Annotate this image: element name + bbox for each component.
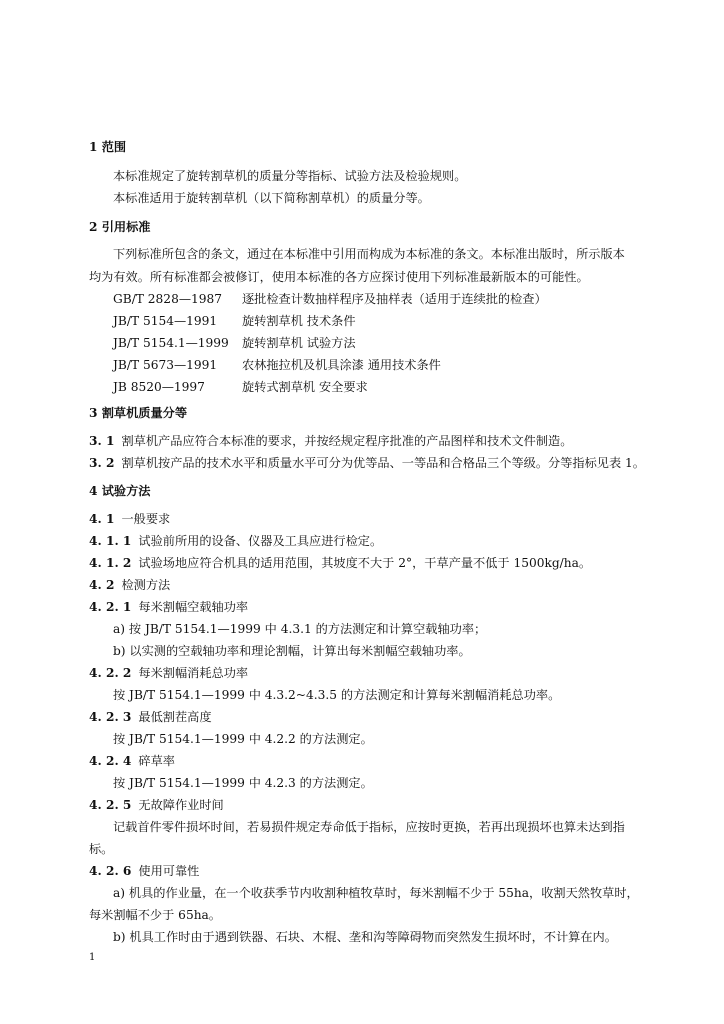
clause-number: 4. 2. 5 [89,798,132,812]
clause-text: 割草机按产品的技术水平和质量水平可分为优等品、一等品和合格品三个等级。分等指标见表 1。 [121,456,645,470]
clause-3-1 [89,433,572,449]
clause-text: 检测方法 [121,578,171,592]
clause-number: 4. 1. 2 [89,556,132,570]
clause-4-2-3 [89,709,212,725]
clause-text: 试验前所用的设备、仪器及工具应进行检定。 [138,534,383,548]
reference-code: JB/T 5154.1—1999 [113,336,229,350]
reference-code: GB/T 2828—1987 [113,292,223,306]
clause-text: 试验场地应符合机具的适用范围，其坡度不大于 2°，干草产量不低于 1500kg/ha。 [138,556,592,570]
clause-text: 最低割茬高度 [138,710,212,724]
reference-code: JB 8520—1997 [113,380,205,394]
list-item-b: b) 以实测的空载轴功率和理论割幅，计算出每米割幅空载轴功率。 [113,644,471,658]
clause-4-2-6-item-a-line-2: 每米割幅不少于 65ha。 [89,908,221,922]
clause-4-2-5-body-line-1: 记载首件零件损坏时间，若易损件规定寿命低于指标，应按时更换，若再出现损坏也算未达到指 [113,820,625,834]
reference-title: 逐批检查计数抽样程序及抽样表（适用于连续批的检查） [242,292,547,306]
section-2-paragraph-line-2: 均为有效。所有标准都会被修订，使用本标准的各方应探讨使用下列标准最新版本的可能性。 [89,270,589,284]
reference-title: 旋转割草机 试验方法 [242,336,356,350]
clause-text: 每米割幅空载轴功率 [138,600,249,614]
clause-number: 4. 1 [89,512,115,526]
clause-4-2-2 [89,665,248,681]
reference-title: 旋转式割草机 安全要求 [242,380,368,394]
section-2-heading: 2 引用标准 [89,220,151,234]
clause-number: 4. 2. 6 [89,864,132,878]
clause-4-2-5-body-line-2: 标。 [89,842,114,856]
reference-code: JB/T 5154—1991 [113,314,218,328]
clause-3-2 [89,455,645,471]
section-3-heading: 3 割草机质量分等 [89,406,188,420]
clause-text: 无故障作业时间 [138,798,224,812]
clause-number: 3. 1 [89,434,115,448]
clause-4-2-6-item-b: b) 机具工作时由于遇到铁器、石块、木棍、垄和沟等障碍物而突然发生损坏时，不计算在内。 [113,930,617,944]
clause-4-2-6 [89,863,199,879]
clause-text: 使用可靠性 [138,864,200,878]
clause-4-1-1 [89,533,382,549]
clause-4-2-4-body: 按 JB/T 5154.1—1999 中 4.2.3 的方法测定。 [113,776,373,790]
clause-4-2-1 [89,599,248,615]
section-4-heading: 4 试验方法 [89,484,151,498]
clause-4-2-4 [89,753,175,769]
page-number: 1 [89,952,96,963]
clause-4-1 [89,511,170,527]
section-1-paragraph-1: 本标准规定了旋转割草机的质量分等指标、试验方法及检验规则。 [113,169,467,183]
clause-number: 4. 1. 1 [89,534,132,548]
clause-4-2 [89,577,170,593]
clause-number: 4. 2. 4 [89,754,132,768]
clause-text: 割草机产品应符合本标准的要求，并按经规定程序批准的产品图样和技术文件制造。 [121,434,573,448]
clause-4-2-6-item-a-line-1: a) 机具的作业量，在一个收获季节内收割种植牧草时，每米割幅不少于 55ha，收割天然牧草时， [113,886,639,900]
clause-number: 3. 2 [89,456,115,470]
clause-4-1-2 [89,555,591,571]
clause-text: 每米割幅消耗总功率 [138,666,249,680]
clause-4-2-3-body: 按 JB/T 5154.1—1999 中 4.2.2 的方法测定。 [113,732,373,746]
clause-text: 一般要求 [121,512,171,526]
reference-title: 农林拖拉机及机具涂漆 通用技术条件 [242,358,441,372]
clause-4-2-2-body: 按 JB/T 5154.1—1999 中 4.3.2~4.3.5 的方法测定和计算每米割幅消耗总功率。 [113,688,561,702]
clause-number: 4. 2. 1 [89,600,132,614]
clause-number: 4. 2. 3 [89,710,132,724]
list-item-a: a) 按 JB/T 5154.1—1999 中 4.3.1 的方法测定和计算空载轴功率； [113,622,487,636]
clause-number: 4. 2. 2 [89,666,132,680]
clause-number: 4. 2 [89,578,115,592]
clause-text: 碎草率 [138,754,175,768]
section-2-paragraph-line-1: 下列标准所包含的条文，通过在本标准中引用而构成为本标准的条文。本标准出版时，所示版本 [113,247,625,261]
section-1-heading: 1 范围 [89,140,127,154]
clause-4-2-5 [89,797,224,813]
reference-title: 旋转割草机 技术条件 [242,314,356,328]
reference-code: JB/T 5673—1991 [113,358,218,372]
section-1-paragraph-2: 本标准适用于旋转割草机（以下简称割草机）的质量分等。 [113,191,430,205]
